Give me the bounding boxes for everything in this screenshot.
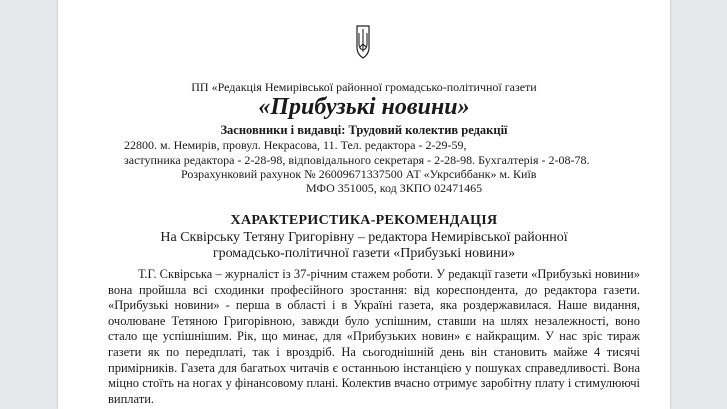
newspaper-title: «Прибузькі новини» xyxy=(258,94,470,120)
address-line: 22800. м. Немирів, провул. Некрасова, 11. Тел. редактора - 2-29-59, xyxy=(124,138,467,152)
document-body xyxy=(108,267,640,407)
founders-line: Засновники і видавці: Трудовий колектив редакції xyxy=(220,123,508,137)
document-subtitle: громадсько-політичної газети «Прибузькі новини» xyxy=(212,246,516,261)
body-paragraph: Т.Г. Сквірська – журналіст із 37-річним стажем роботи. У редакції газети «Прибузькі новини» вона пройшла всі сходинки професійного зростання: від кореспондента, до редактора газети. «Прибузькі новини» - перша в області і в Україні газета, яка роздержавилася. Наше видання, очолюване Тетяною Григорівною, завжди було успішним, ставши на шлях незалежності, воно стало ще успішнішим. Рік, що минає, для «Прибузьких новин» є найкращим. У нас зріс тираж газети як по передплаті, так і вроздріб. На сьогоднішній день він становить майже 4 тисячі примірників. Газета для багатьох читачів є останньою інстанцією у пошуках справедливості. Вона міцно стоїть на ногах у фінансовому плані. Колектив вчасно отримує заробітну плату і стимулюючі виплати. xyxy=(108,267,640,406)
document-title: ХАРАКТЕРИСТИКА-РЕКОМЕНДАЦІЯ xyxy=(230,213,498,228)
trident-icon xyxy=(354,24,372,60)
document-subtitle: На Сквірську Тетяну Григорівну – редактора Немирівської районної xyxy=(160,230,568,245)
org-name: ПП «Редакція Немирівської районної громадсько-політичної газети xyxy=(191,80,537,94)
letter-page xyxy=(58,0,670,409)
bank-codes-line: МФО 351005, код ЗКПО 02471465 xyxy=(306,181,483,195)
phones-line: заступника редактора - 2-28-98, відповідального секретаря - 2-28-98. Бухгалтерія - 2-08-78. xyxy=(124,153,590,167)
bank-account-line: Розрахунковий рахунок № 26009671337500 АТ «Укрсиббанк» м. Київ xyxy=(181,167,537,181)
